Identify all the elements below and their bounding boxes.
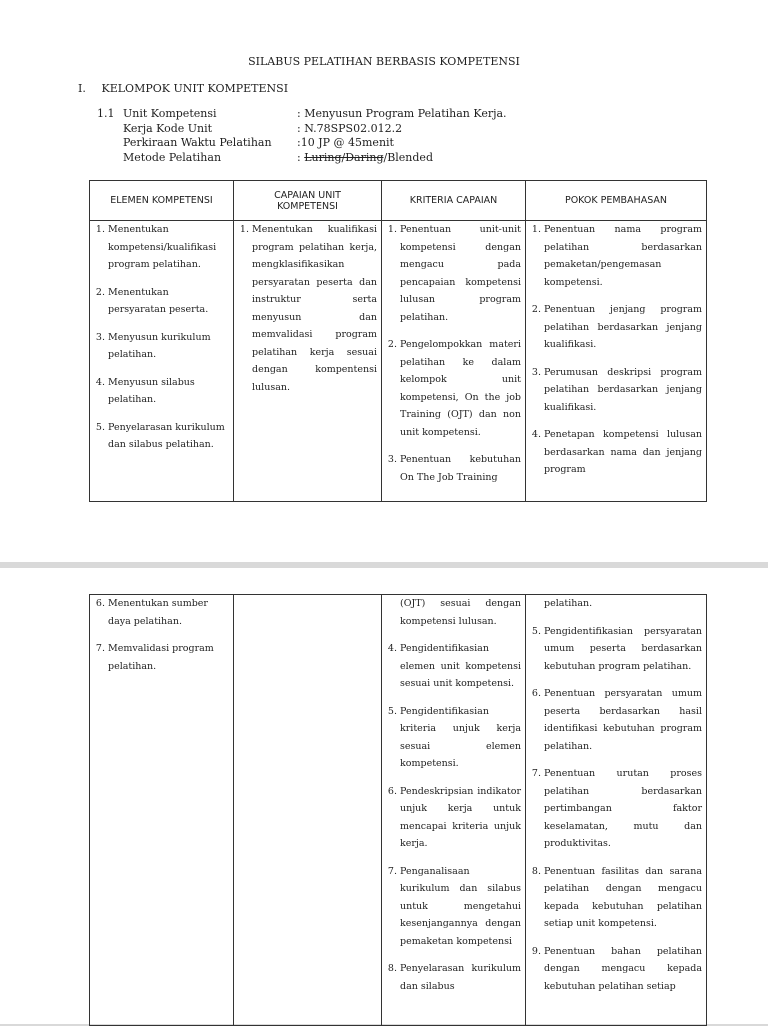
document-title: SILABUS PELATIHAN BERBASIS KOMPETENSI [248,55,520,68]
meta-value: : Luring/Daring/Blended [297,150,433,164]
item-text: Penentuan unit-unit kompetensi dengan mengacu pada pencapaian kompetensi lulusan program pelatihan. [400,224,521,323]
item-number: 9. [531,945,541,957]
section-number: I. [78,82,86,95]
unit-meta [97,107,507,165]
list-item [526,943,706,996]
page-2 [0,568,768,1024]
item-text: Menentukan kualifikasi program pelatihan kerja, mengklasifikasikan persyaratan peserta dan instruktur serta menyusun dan memvalidasi program pelatihan kerja sesuai dengan kompentensi lulusan. [252,224,377,393]
header-capaian: CAPAIAN UNIT KOMPETENSI [234,181,382,221]
header-kriteria: KRITERIA CAPAIAN [382,181,526,221]
item-number: 4. [387,643,397,654]
list-item [234,221,381,396]
item-text: Perumusan deskripsi program pelatihan berdasarkan jenjang kualifikasi. [544,366,702,413]
item-number: 2. [531,304,541,315]
item-text: Menentukan sumber daya pelatihan. [108,598,208,627]
list-item [526,364,706,417]
item-text: Penyelarasan kurikulum dan silabus pelatihan. [108,421,225,450]
item-number: 3. [531,366,541,378]
item-number [526,595,544,613]
meta-number: 1.1 [97,107,115,120]
meta-value: : N.78SPS02.012.2 [297,121,403,135]
list-item [526,221,706,291]
item-number: 7. [387,865,397,877]
table-row [90,221,707,502]
table-row [90,595,707,1026]
item-number: 6. [387,785,397,797]
list-item [90,419,233,454]
item-number: 8. [387,963,397,974]
list-item [526,863,706,933]
meta-row-waktu [97,136,507,151]
item-number [382,595,400,630]
item-number: 5. [531,625,541,637]
cell-capaian [234,221,382,502]
item-text: Pengidentifikasian kriteria unjuk kerja sesuai elemen kompetensi. [400,705,521,769]
item-number: 5. [95,421,105,433]
cell-pokok [526,221,707,502]
header-elemen: ELEMEN KOMPETENSI [90,181,234,221]
item-text: Penentuan urutan proses pelatihan berdasarkan pertimbangan faktor keselamatan, mutu dan produktivitas. [544,768,702,849]
list-item [382,451,525,486]
list-item [526,623,706,676]
list-item [90,221,233,274]
item-text: Pengidentifikasian persyaratan umum peserta berdasarkan kebutuhan program pelatihan. [544,625,702,672]
item-text: Menyusun silabus pelatihan. [108,376,195,405]
list-item [382,221,525,326]
section-label: KELOMPOK UNIT KOMPETENSI [101,82,289,95]
cell-elemen [90,221,234,502]
meta-label: Perkiraan Waktu Pelatihan [123,136,272,150]
list-item [382,960,525,995]
list-item [526,301,706,354]
item-number: 4. [95,376,105,388]
item-number: 3. [387,454,397,465]
item-text: Penentuan fasilitas dan sarana pelatihan dengan mengacu kepada kebutuhan pelatihan setiap unit kompetensi. [544,865,702,929]
item-text: Penganalisaan kurikulum dan silabus untuk mengetahui kesenjangannya dengan pemaketan kompetensi [400,865,521,947]
item-text: Menyusun kurikulum pelatihan. [108,331,211,360]
meta-label: Kerja Kode Unit [123,121,213,135]
item-number: 7. [531,768,541,779]
table-header-row [90,181,707,221]
item-text: Penentuan bahan pelatihan dengan mengacu kepada kebutuhan pelatihan setiap [544,945,702,992]
meta-row-metode [97,151,507,166]
list-item [382,595,525,630]
list-item [90,329,233,364]
syllabus-table-continued [89,594,707,1026]
item-text: Penetapan kompetensi lulusan berdasarkan nama dan jenjang program [544,429,702,475]
item-text: Penentuan kebutuhan On The Job Training [400,454,521,483]
meta-row-unit [97,107,507,122]
list-item [382,336,525,441]
list-item [90,284,233,319]
item-number: 1. [239,224,249,235]
item-text: Pengelompokkan materi pelatihan ke dalam kelompok unit kompetensi, On the job Training (OJT) dan non unit kompetensi. [400,339,521,438]
syllabus-table [89,180,707,502]
item-text: (OJT) sesuai dengan kompetensi lulusan. [400,598,521,627]
meta-value: : Menyusun Program Pelatihan Kerja. [297,107,507,120]
meta-row-kode [97,122,507,137]
cell-kriteria [382,595,526,1026]
meta-label: Unit Kompetensi [123,107,217,120]
list-item [382,640,525,693]
item-text: Menentukan kompetensi/kualifikasi program pelatihan. [108,224,217,270]
item-number: 5. [387,705,397,717]
item-text: Pengidentifikasian elemen unit kompetensi sesuai unit kompetensi. [400,643,521,689]
meta-label: Metode Pelatihan [123,150,222,164]
list-item [526,685,706,755]
item-text: pelatihan. [544,598,593,609]
item-text: Penyelarasan kurikulum dan silabus [400,963,521,992]
item-number: 8. [531,865,541,877]
item-text: Penentuan nama program pelatihan berdasarkan pemaketan/pengemasan kompetensi. [544,224,702,288]
list-item [382,783,525,853]
list-item [90,595,233,630]
item-number: 6. [531,688,541,699]
item-number: 1. [387,224,397,235]
item-text: Memvalidasi program pelatihan. [108,643,214,672]
list-item [526,595,706,613]
list-item [90,640,233,675]
item-number: 2. [387,339,397,350]
list-item [526,426,706,479]
section-heading [78,82,288,95]
item-number: 1. [95,224,105,235]
cell-elemen [90,595,234,1026]
item-text: Pendeskripsian indikator unjuk kerja untuk mencapai kriteria unjuk kerja. [400,785,521,849]
item-text: Penentuan jenjang program pelatihan berdasarkan jenjang kualifikasi. [544,304,702,350]
list-item [90,374,233,409]
cell-capaian [234,595,382,1026]
item-number: 4. [531,429,541,440]
list-item [526,765,706,853]
list-item [382,703,525,773]
cell-pokok [526,595,707,1026]
item-text: Penentuan persyaratan umum peserta berdasarkan hasil identifikasi kebutuhan program pelatihan. [544,688,702,752]
struck-method: Luring/Daring [304,150,384,164]
header-pokok: POKOK PEMBAHASAN [526,181,707,221]
item-number: 3. [95,331,105,343]
item-number: 2. [95,286,105,298]
item-number: 7. [95,643,105,654]
item-number: 1. [531,224,541,235]
cell-kriteria [382,221,526,502]
list-item [382,863,525,951]
item-text: Menentukan persyaratan peserta. [108,286,209,315]
item-number: 6. [95,598,105,609]
meta-value: :10 JP @ 45menit [297,136,394,150]
